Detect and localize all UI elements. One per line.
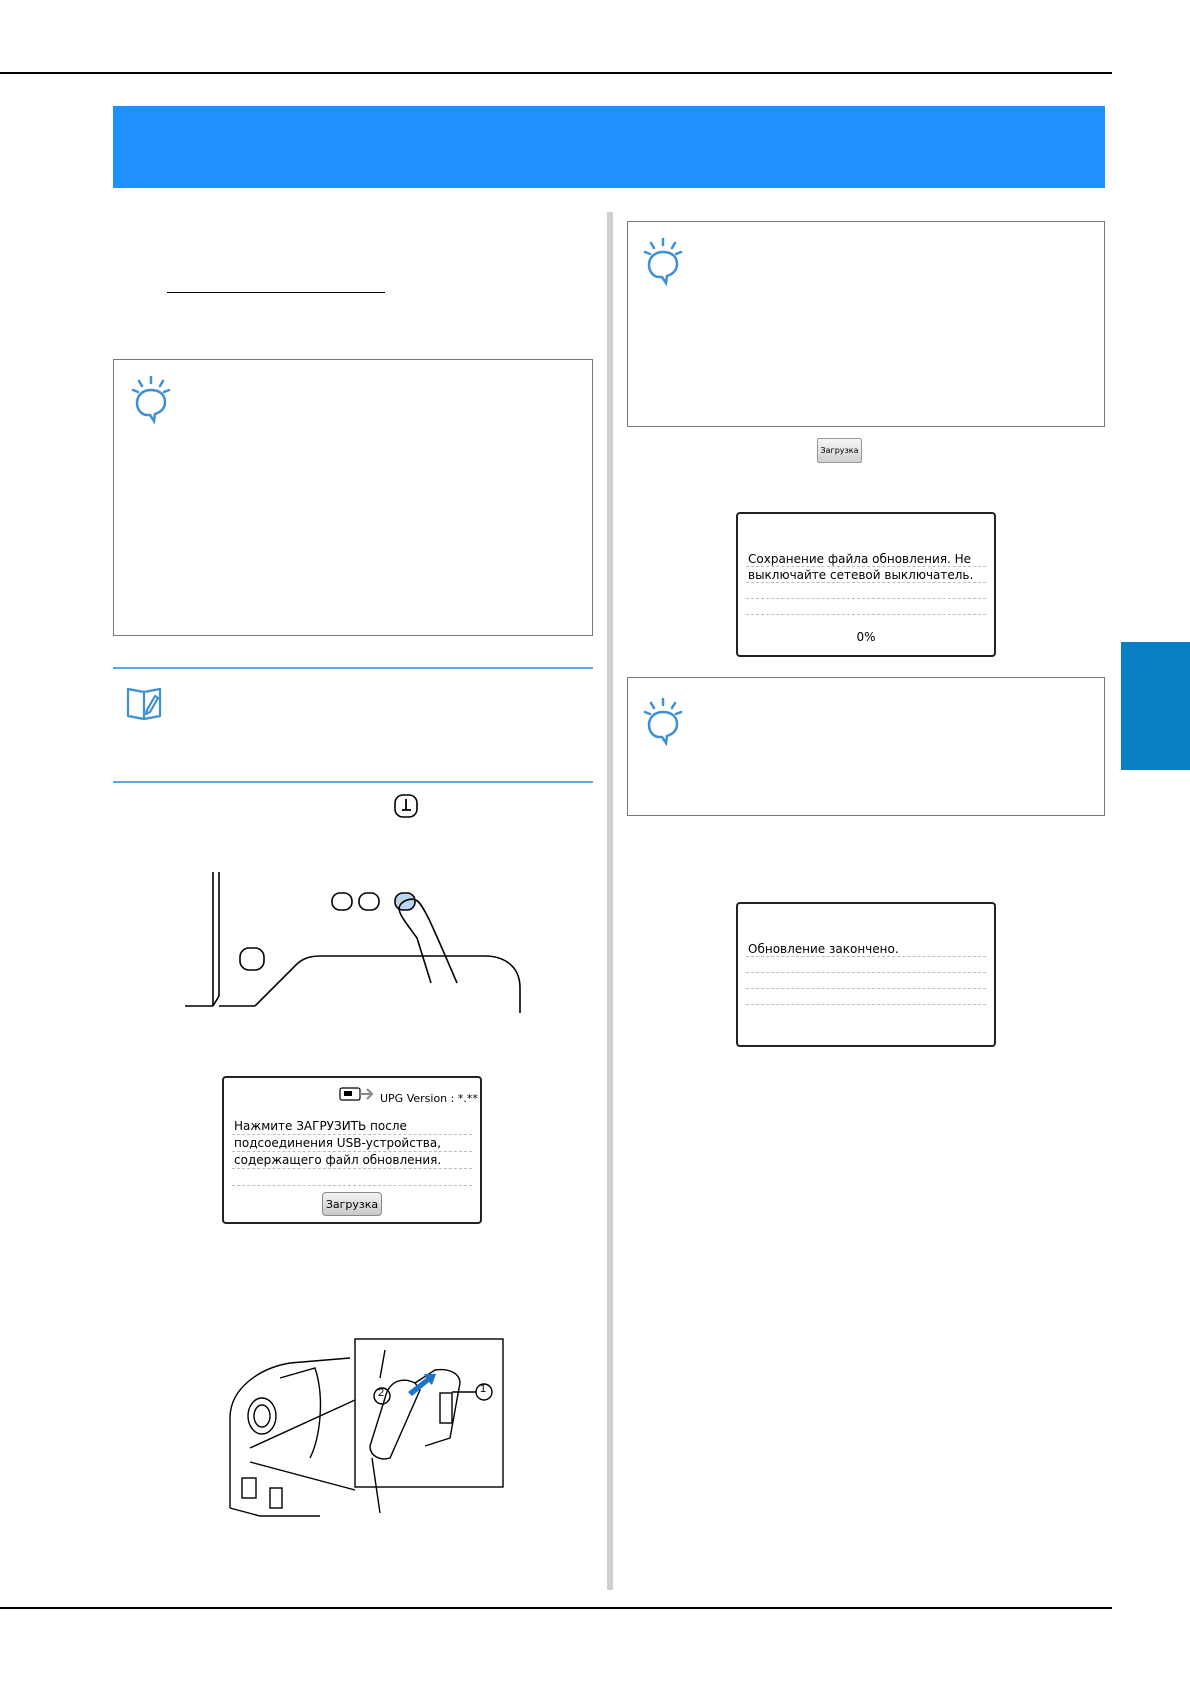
lcd-rule [746,566,986,567]
lcd-message-line: выключайте сетевой выключатель. [748,568,974,582]
lcd-rule [746,598,986,599]
lcd-rule [746,988,986,989]
section-header-band [113,106,1105,188]
lcd-rule [746,956,986,957]
lcd-rule [746,972,986,973]
lcd-rule [232,1134,472,1135]
memo-bottom-rule [113,781,593,783]
note-box-right-bottom [627,677,1105,816]
top-rule [0,72,1112,74]
upg-version-label: UPG Version : *.** [380,1092,478,1105]
lightbulb-speech-icon [642,696,684,751]
lcd-done-screen [736,902,996,1047]
column-divider [607,212,613,1590]
callout-1-label: 1 [480,1383,487,1395]
machine-button-illustration [185,868,530,1023]
progress-percent: 0% [856,630,876,644]
memo-top-rule [113,667,593,669]
lightbulb-speech-icon [642,236,684,291]
lcd-message-line: подсоединения USB-устройства, [234,1136,442,1150]
callout-2-label: 2 [378,1387,385,1399]
lcd-rule [232,1151,472,1152]
lcd-upgrade-screen [222,1076,482,1224]
machine-usb-icon [338,1084,374,1107]
lcd-saving-screen [736,512,996,657]
lcd-rule [746,614,986,615]
note-box-left [113,359,593,636]
lcd-message-line: Нажмите ЗАГРУЗИТЬ после [234,1119,407,1133]
lcd-rule [746,582,986,583]
bottom-rule [0,1607,1112,1609]
lcd-rule [232,1168,472,1169]
link-underline [167,292,385,293]
lcd-rule [232,1185,472,1186]
note-box-right-top [627,221,1105,427]
chapter-side-tab [1121,642,1190,770]
usb-insert-illustration [220,1338,505,1523]
load-button[interactable]: Загрузка [322,1192,382,1216]
lcd-rule [746,1004,986,1005]
lightbulb-speech-icon [130,374,172,429]
lcd-message-line: Сохранение файла обновления. Не [748,552,972,566]
load-button-inline[interactable]: Загрузка [817,438,862,463]
book-pencil-icon [125,683,163,726]
needle-position-button-icon [394,794,418,823]
lcd-message-line: Обновление закончено. [748,942,899,956]
lcd-message-line: содержащего файл обновления. [234,1153,442,1167]
